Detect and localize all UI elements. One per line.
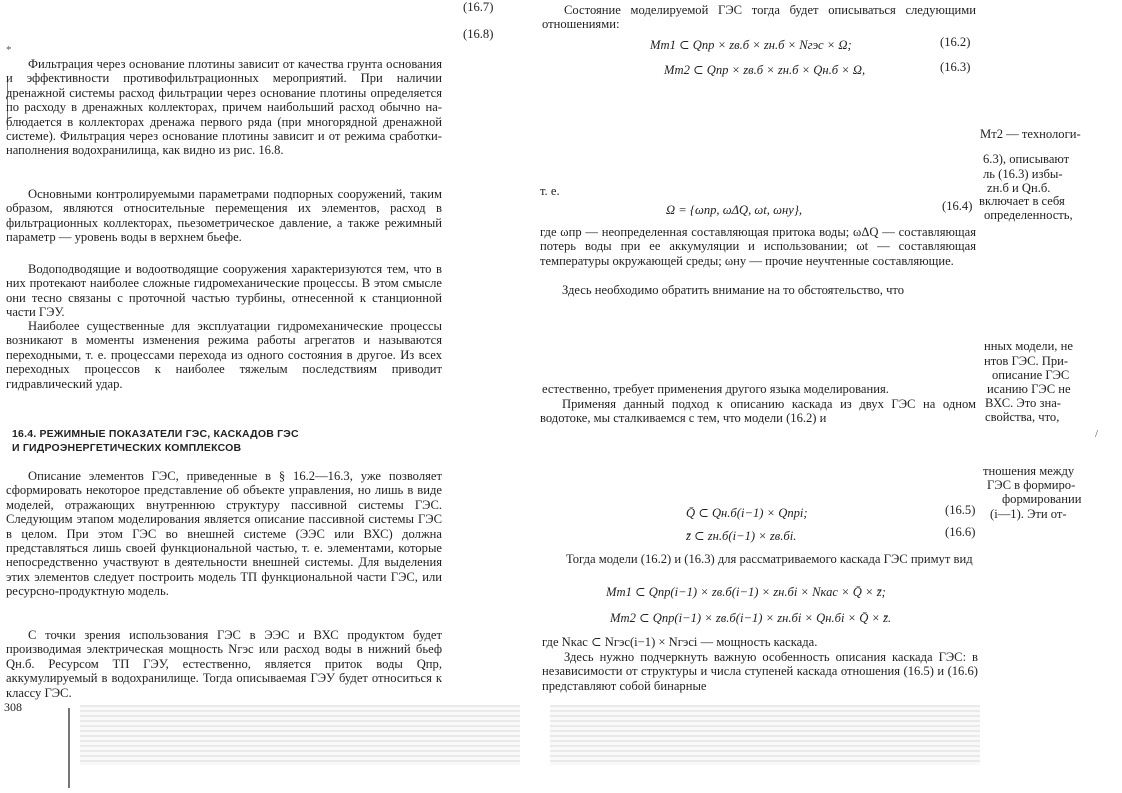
text-te: т. е.	[540, 184, 560, 198]
paragraph-controlled-parameters: Основными контролируемыми параметрами подпорных сооружений, таким образом, являются относительные перемещения их элементов, расход в фильтрационных коллекторах, пьезометрическое давление, а также режимный параметр — уровень воды в верхнем бьефе.	[6, 187, 442, 245]
bleed-through-text	[80, 705, 520, 765]
cut-text-fragment: ГЭС в формиро-	[987, 478, 1076, 492]
paragraph-cascade-models: Тогда модели (16.2) и (16.3) для рассматриваемого каскада ГЭС примут вид	[566, 552, 973, 566]
equation-16-4: Ω = {ωпр, ωΔQ, ωt, ωну},	[666, 203, 802, 217]
binding-edge	[68, 708, 70, 788]
right-page	[540, 0, 1122, 793]
cut-text-fragment: описание ГЭС	[992, 368, 1070, 382]
paragraph-filtration: Фильтрация через основание плотины зависит от качества грунта основания и эффективности противофильтрационных мероприятий. При наличии дренажной системы расход фильтрации через основание плотины определяется по расходу в дренажных коллекторах, причем наибольший расход обычно наблюдается в коллекторах дренажа первого ряда (при многорядной дренажной системе). Фильтрация через основание плотины зависит и от режима сработки-наполнения водохранилища, как видно из рис. 16.8.	[6, 57, 442, 158]
page-number: 308	[4, 700, 22, 714]
cut-text-fragment: zн.б и Qн.б.	[987, 181, 1051, 195]
paragraph-cascade-power: где Nкас ⊂ Nгэс(i−1) × Nгэсi — мощность каскада.	[542, 635, 818, 649]
equation-number-16-7: (16.7)	[463, 0, 494, 14]
equation-16-2: Mт1 ⊂ Qпр × zв.б × zн.б × Nгэс × Ω;	[650, 38, 852, 52]
margin-mark: /	[1095, 428, 1099, 440]
paragraph-element-description: Описание элементов ГЭС, приведенные в § 16.2—16.3, уже позволяет сформировать некоторое представление об объекте управления, но лишь в виде моделей, отражающих внутреннюю структуру пассивной системы ГЭС. Следующим этапом моделирования является описание пассивной системы ГЭС в целом. При этом ГЭС во внешней системе (ЭЭС или ВХС) должна представляться лишь своей функциональной частью, т. е. элементами, которые непосредственно участвуют в деятельности внешней системы. Для выделения этих элементов следует построить модель ТП функциональной части ГЭС, или ресурсно-продуктную модель.	[6, 469, 442, 599]
paragraph-transient-processes: Наиболее существенные для эксплуатации гидромеханические процессы возникают в моменты изменения режима работы агрегатов и называются переходными, т. е. процессами перехода из одного состояния в другое. Из всех переходных процессов к наиболее тяжелым последствиям приводит гидравлический удар.	[6, 319, 442, 391]
paragraph-product: С точки зрения использования ГЭС в ЭЭС и ВХС продуктом будет производимая электрическая мощность Nгэс или расход воды в нижний бьеф Qн.б. Ресурсом ТП ГЭУ, естественно, является приток воды Qпр, аккумулируемый в водохранилище. Тогда описываемая ГЭУ будет относиться к классу ГЭС.	[6, 628, 442, 700]
cut-text-fragment: включает в себя	[979, 194, 1065, 208]
cut-text-fragment: тношения между	[983, 464, 1075, 478]
cut-text-fragment: свойства, что,	[985, 410, 1060, 424]
section-heading-line2: И ГИДРОЭНЕРГЕТИЧЕСКИХ КОМПЛЕКСОВ	[12, 442, 242, 454]
equation-cascade-1: Mт1 ⊂ Qпр(i−1) × zв.б(i−1) × zн.бi × Nкас × Q̄ × z̄;	[606, 585, 886, 599]
equation-16-3: Mт2 ⊂ Qпр × zв.б × zн.б × Qн.б × Ω,	[664, 63, 866, 77]
equation-number-16-2: (16.2)	[940, 35, 971, 49]
cut-text-fragment: Mт2 — технологи-	[980, 127, 1081, 141]
equation-number-16-8: (16.8)	[463, 27, 494, 41]
bleed-through-text	[550, 705, 980, 765]
paragraph-omega-definition: где ωпр — неопределенная составляющая притока воды; ωΔQ — составляющая потерь воды при ее аккумуляции и использовании; ωt — составляющая температуры окружающей среды; ωну — прочие неучтенные составляющие.	[540, 225, 976, 268]
cut-text-fragment: нтов ГЭС. При-	[984, 354, 1069, 368]
equation-number-16-4: (16.4)	[942, 199, 973, 213]
equation-cascade-2: Mт2 ⊂ Qпр(i−1) × zв.б(i−1) × zн.бi × Qн.бi × Q̄ × z̄.	[610, 611, 892, 625]
margin-mark: *	[6, 44, 12, 56]
paragraph-attention: Здесь необходимо обратить внимание на то обстоятельство, что	[562, 283, 905, 297]
paragraph-binary-relations: Здесь нужно подчеркнуть важную особенность описания каскада ГЭС: в независимости от структуры и числа ступеней каскада отношения (16.5) и (16.6) представляют собой бинарные	[542, 650, 978, 693]
equation-number-16-5: (16.5)	[945, 503, 976, 517]
equation-16-6: z̄ ⊂ zн.б(i−1) × zв.бi.	[686, 529, 797, 543]
cut-text-fragment: (i—1). Эти от-	[990, 507, 1067, 521]
cut-text-fragment: исанию ГЭС не	[987, 382, 1071, 396]
paragraph-water-structures: Водоподводящие и водоотводящие сооружения характеризуются тем, что в них протекают наиболее сложные гидромеханические процессы. В этом смысле они тесно связаны с проточной частью турбины, отнесенной к станционной части ГЭУ.	[6, 262, 442, 320]
cut-text-fragment: ль (16.3) избы-	[983, 167, 1063, 181]
text-natural-line: естественно, требует применения другого языка моделирования.	[542, 382, 889, 396]
cut-text-fragment: нных модели, не	[984, 339, 1073, 353]
paragraph-cascade-approach: Применяя данный подход к описанию каскада из двух ГЭС на одном водотоке, мы сталкиваемся с тем, что модели (16.2) и	[540, 397, 976, 426]
cut-text-fragment: ВХС. Это зна-	[985, 396, 1061, 410]
section-heading-line1: 16.4. РЕЖИМНЫЕ ПОКАЗАТЕЛИ ГЭС, КАСКАДОВ ГЭС	[12, 428, 299, 440]
cut-text-fragment: формировании	[1002, 492, 1082, 506]
cut-text-fragment: определенность,	[984, 208, 1073, 222]
cut-text-fragment: 6.3), описывают	[983, 152, 1070, 166]
equation-16-5: Q̄ ⊂ Qн.б(i−1) × Qпрi;	[686, 506, 808, 520]
equation-number-16-3: (16.3)	[940, 60, 971, 74]
left-page	[0, 0, 540, 793]
paragraph-state-relations: Состояние моделируемой ГЭС тогда будет описываться следующими отношениями:	[542, 3, 976, 32]
equation-number-16-6: (16.6)	[945, 525, 976, 539]
